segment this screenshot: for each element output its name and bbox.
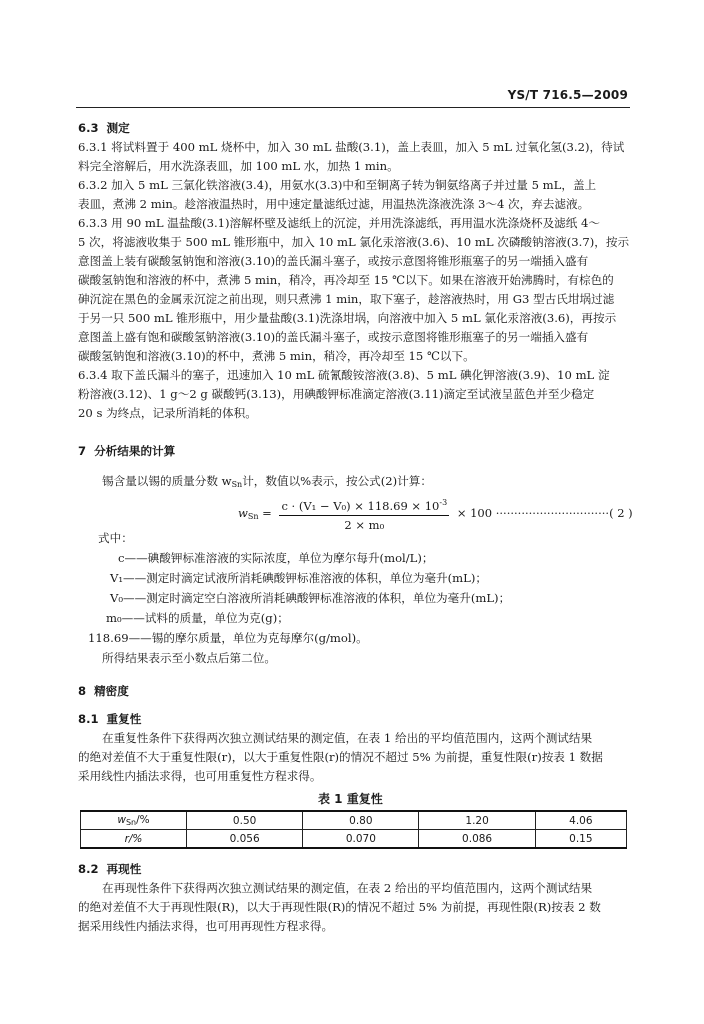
p633-line: 碳酸氢钠饱和溶液(3.10)的杯中，煮沸 5 min，稍冷，再冷却至 15 ℃以下。	[78, 349, 475, 363]
table-cell: 4.06	[535, 811, 626, 830]
p633-line: 碳酸氢钠饱和溶液的杯中，煮沸 5 min，稍冷，再冷却至 15 ℃以下。如果在溶液开始沸腾时，有棕色的	[78, 273, 614, 287]
p81-line: 的绝对差值不大于重复性限(r)，以大于重复性限(r)的情况不超过 5% 为前提，重复性限(r)按表 1 数据	[78, 750, 603, 764]
section-8-2-heading: 8.2 再现性	[78, 862, 142, 876]
p82-line: 在再现性条件下获得两次独立测试结果的测定值，在表 2 给出的平均值范围内，这两个测试结果	[102, 881, 593, 895]
p632-line: 6.3.2 加入 5 mL 三氯化铁溶液(3.4)，用氨水(3.3)中和至铜离子转为铜氨络离子并过量 5 mL，盖上	[78, 178, 597, 192]
table-row	[81, 811, 627, 830]
table-cell: 0.086	[419, 830, 535, 849]
table-row-label: r/%	[81, 830, 187, 849]
p81-line: 采用线性内插法求得，也可用重复性方程求得。	[78, 769, 322, 783]
p632-line: 表皿，煮沸 2 min。趁溶液温热时，用中速定量滤纸过滤，用温热洗涤液洗涤 3～4 次，弃去滤液。	[78, 197, 590, 211]
section-7-heading: 7 分析结果的计算	[78, 444, 176, 458]
formula-denominator: 2 × m₀	[344, 518, 385, 532]
table-cell: 0.070	[303, 830, 419, 849]
formula-numerator: c · (V₁ − V₀) × 118.69 × 10	[281, 499, 440, 513]
p633-line: 意图盖上装有碳酸氢钠饱和溶液(3.10)的盖氏漏斗塞子，或按示意图将锥形瓶塞子的另一端插入盛有	[78, 254, 589, 268]
table-cell: 0.80	[303, 811, 419, 830]
p633-line: 5 次，将滤液收集于 500 mL 锥形瓶中，加入 10 mL 氯化汞溶液(3.6)、10 mL 次磷酸钠溶液(3.7)，按示	[78, 235, 630, 249]
table-1-title: 表 1 重复性	[318, 792, 383, 806]
section-6-3-heading: 6.3 测定	[78, 121, 130, 135]
p631-line: 料完全溶解后，用水洗涤表皿，加 100 mL 水，加热 1 min。	[78, 159, 399, 173]
formula-fraction: $\frac{c \cdot (V_1 - V_0) \times 118.69 \times 10^{-3}}{\text{2 × m₀}}$	[281, 498, 448, 532]
p633-line: 意图盖上盛有饱和碳酸氢钠溶液(3.10)的盖氏漏斗塞子，或按示意图将锥形瓶塞子的另一端插入盛有	[78, 330, 589, 344]
table-row	[81, 830, 627, 849]
var-def: V₁——测定时滴定试液所消耗碘酸钾标准溶液的体积，单位为毫升(mL)；	[110, 571, 487, 585]
var-def: m₀——试料的质量，单位为克(g)；	[106, 611, 289, 625]
header-rule	[76, 107, 630, 108]
section-8-1-heading: 8.1 重复性	[78, 712, 142, 726]
p634-line: 粉溶液(3.12)、1 g～2 g 碳酸钙(3.13)，用碘酸钾标准滴定溶液(3.11)滴定至试液呈蓝色并至少稳定	[78, 387, 595, 401]
p633-line: 于另一只 500 mL 锥形瓶中，用少量盐酸(3.1)洗涤坩埚，向溶液中加入 5 mL 氯化汞溶液(3.6)，再按示	[78, 311, 617, 325]
equation-number: ( 2 )	[609, 506, 633, 520]
repeatability-table	[80, 810, 627, 849]
table-row-label: $w_{Sn}/\%$	[81, 811, 187, 830]
calc-intro: 锡含量以锡的质量分数 $w_{Sn}$计，数值以%表示，按公式(2)计算：	[102, 474, 432, 489]
formula-2: $w_{Sn}$ = $\frac{c \cdot (V_1 - V_0) \times 118.69 \times 10^{-3}}{\text{2 × m₀}}$ × 100 ·······························( 2 )	[238, 498, 633, 532]
formula-leader: ·······························	[495, 506, 610, 520]
var-def: c——碘酸钾标准溶液的实际浓度，单位为摩尔每升(mol/L)；	[118, 551, 434, 565]
result-note: 所得结果表示至小数点后第二位。	[102, 651, 276, 665]
p82-line: 据采用线性内插法求得，也可用再现性方程求得。	[78, 919, 334, 933]
standard-code: YS/T 716.5—2009	[507, 88, 628, 102]
p631-line: 6.3.1 将试料置于 400 mL 烧杯中，加入 30 mL 盐酸(3.1)，盖上表皿，加入 5 mL 过氧化氢(3.2)，待试	[78, 140, 625, 154]
table-cell: 0.50	[187, 811, 303, 830]
formula-lhs: w	[238, 506, 248, 520]
p634-line: 20 s 为终点，记录所消耗的体积。	[78, 406, 257, 420]
p81-line: 在重复性条件下获得两次独立测试结果的测定值，在表 1 给出的平均值范围内，这两个测试结果	[102, 731, 593, 745]
section-8-heading: 8 精密度	[78, 684, 129, 698]
p82-line: 的绝对差值不大于再现性限(R)，以大于再现性限(R)的情况不超过 5% 为前提，再现性限(R)按表 2 数	[78, 900, 601, 914]
var-def: 118.69——锡的摩尔质量，单位为克每摩尔(g/mol)。	[88, 631, 368, 645]
where-label: 式中：	[98, 531, 133, 545]
p633-line: 砷沉淀在黑色的金属汞沉淀之前出现，则只煮沸 1 min，取下塞子，趁溶液热时，用 G3 型古氏坩埚过滤	[78, 292, 615, 306]
var-def: V₀——测定时滴定空白溶液所消耗碘酸钾标准溶液的体积，单位为毫升(mL)；	[110, 591, 511, 605]
table-cell: 0.056	[187, 830, 303, 849]
p633-line: 6.3.3 用 90 mL 温盐酸(3.1)溶解杯壁及滤纸上的沉淀，并用洗涤滤纸，再用温水洗涤烧杯及滤纸 4～	[78, 216, 601, 230]
table-cell: 1.20	[419, 811, 535, 830]
table-cell: 0.15	[535, 830, 626, 849]
p634-line: 6.3.4 取下盖氏漏斗的塞子，迅速加入 10 mL 硫氰酸铵溶液(3.8)、5 mL 碘化钾溶液(3.9)、10 mL 淀	[78, 368, 610, 382]
